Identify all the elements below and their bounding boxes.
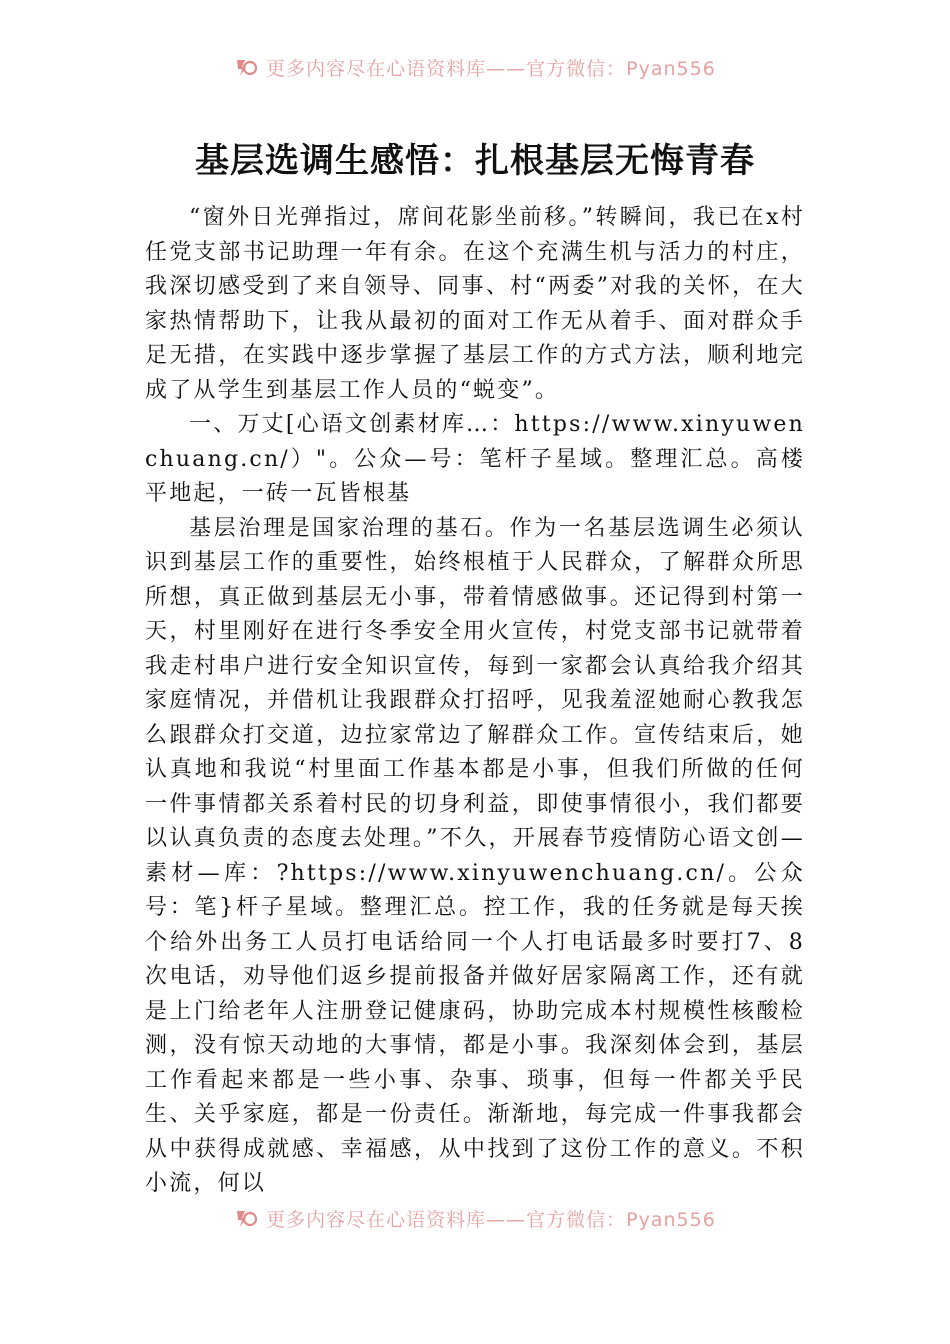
paragraph-intro: “窗外日光弹指过，席间花影坐前移。”转瞬间，我已在x村任党支部书记助理一年有余。在这个充满生机与活力的村庄，我深切感受到了来自领导、同事、村“两委”对我的关怀，在大家热情帮助下，让我从最初的面对工作无从着手、面对群众手足无措，在实践中逐步掌握了基层工作的方式方法，顺利地完成了从学生到基层工作人员的“蜕变”。 bbox=[145, 205, 805, 403]
page-title: 基层选调生感悟：扎根基层无悔青春 bbox=[195, 141, 755, 181]
section-heading: 一、万丈[心语文创素材库…：https://www.xinyuwenchuang.cn/）"。公众—号：笔杆子星域。整理汇总。高楼平地起，一砖一瓦皆根基 bbox=[145, 412, 805, 506]
paragraph-body: 基层治理是国家治理的基石。作为一名基层选调生必须认识到基层工作的重要性，始终根植于人民群众，了解群众所思所想，真正做到基层无小事，带着情感做事。还记得到村第一天，村里刚好在进行冬季安全用火宣传，村党支部书记就带着我走村串户进行安全知识宣传，每到一家都会认真给我介绍其家庭情况，并借机让我跟群众打招呼，见我羞涩她耐心教我怎么跟群众打交道，边拉家常边了解群众工作。宣传结束后，她认真地和我说“村里面工作基本都是小事，但我们所做的任何一件事情都关系着村民的切身利益，即使事情很小，我们都要以认真负责的态度去处理。”不久，开展春节疫情防心语文创—素材—库：?https://www.xinyuwenchuang.cn/。公众号：笔}杆子星域。整理汇总。控工作，我的任务就是每天挨个给外出务工人员打电话给同一个人打电话最多时要打7、8次电话，劝导他们返乡提前报备并做好居家隔离工作，还有就是上门给老年人注册登记健康码，协助完成本村规模性核酸检测，没有惊天动地的大事情，都是小事。我深刻体会到，基层工作看起来都是一些小事、杂事、琐事，但每一件都关乎民生、关乎家庭，都是一份责任。渐渐地，每完成一件事我都会从中获得成就感、幸福感，从中找到了这份工作的意义。不积小流，何以 bbox=[145, 515, 805, 1196]
watermark-header bbox=[0, 52, 950, 82]
document-body bbox=[145, 201, 805, 1202]
watermark-footer bbox=[0, 1203, 950, 1233]
brand-logo-icon bbox=[234, 1206, 258, 1230]
watermark-text: 更多内容尽在心语资料库——官方微信：Pyan556 bbox=[266, 1208, 716, 1231]
watermark-text: 更多内容尽在心语资料库——官方微信：Pyan556 bbox=[266, 57, 716, 80]
brand-logo-icon bbox=[234, 55, 258, 79]
